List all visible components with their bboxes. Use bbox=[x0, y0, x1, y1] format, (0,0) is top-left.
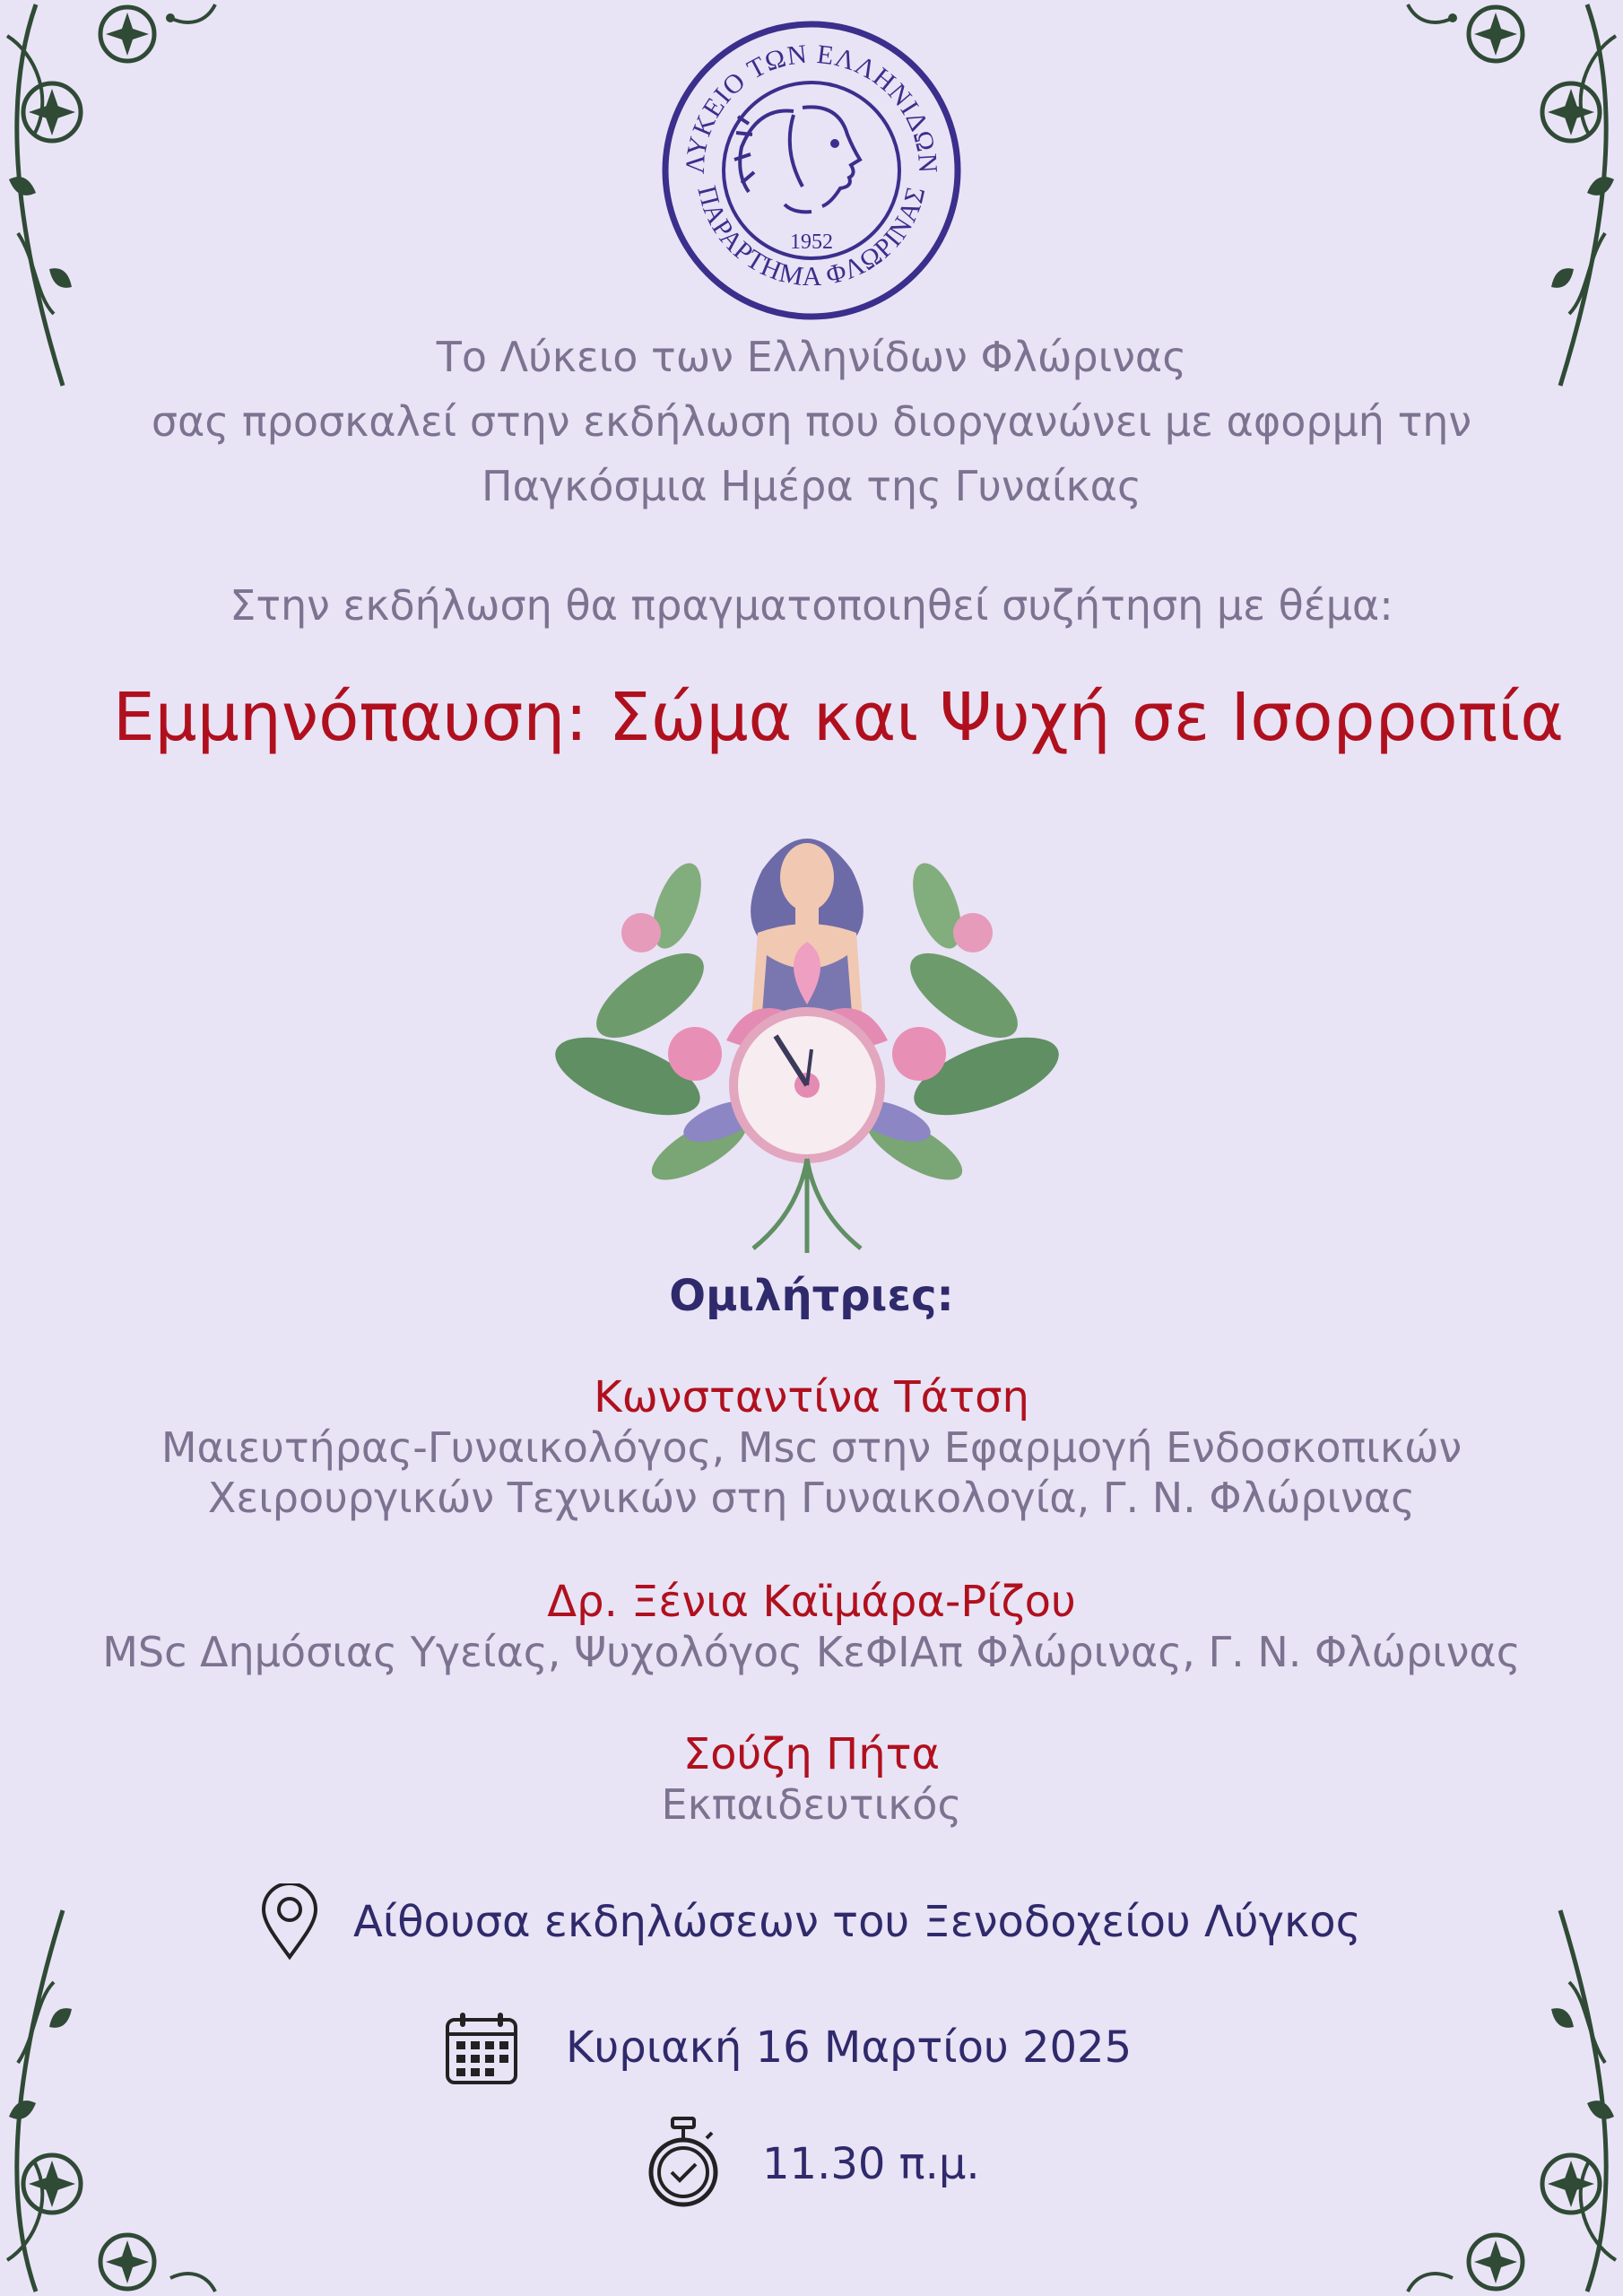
woman-clock-illustration bbox=[542, 789, 1072, 1256]
date-row bbox=[444, 2007, 1132, 2088]
calendar-icon bbox=[444, 2009, 519, 2086]
venue-row bbox=[258, 1882, 1361, 1962]
athena-profile-icon bbox=[734, 107, 860, 212]
corner-ornament-bottom-left bbox=[0, 1901, 296, 2296]
speaker-role-line-2: Χειρουργικών Τεχνικών στη Γυναικολογία, Γ. Ν. Φλώρινας bbox=[207, 1474, 1416, 1522]
intro-line-3: Παγκόσμια Ημέρα της Γυναίκας bbox=[482, 462, 1141, 510]
logo-ring-bottom-text: ΠΑΡΑΡΤΗΜΑ ΦΛΩΡΙΝΑΣ bbox=[691, 182, 932, 292]
speaker-2 bbox=[0, 1577, 1623, 1677]
time-row bbox=[647, 2115, 980, 2213]
speaker-name: Κωνσταντίνα Τάτση bbox=[594, 1372, 1029, 1422]
speaker-role-line-1: Μαιευτήρας-Γυναικολόγος, Msc στην Εφαρμογή Ενδοσκοπικών bbox=[161, 1423, 1462, 1472]
invitation-intro bbox=[0, 325, 1623, 518]
lyceum-logo bbox=[659, 18, 964, 323]
time-text: 11.30 π.μ. bbox=[762, 2139, 980, 2189]
event-title: Εμμηνόπαυση: Σώμα και Ψυχή σε Ισορροπία bbox=[112, 679, 1565, 756]
speaker-role-line-1: Εκπαιδευτικός bbox=[661, 1780, 962, 1829]
speaker-3 bbox=[0, 1729, 1623, 1830]
venue-text: Αίθουσα εκδηλώσεων του Ξενοδοχείου Λύγκος bbox=[353, 1897, 1361, 1947]
speakers-heading: Ομιλήτριες: bbox=[669, 1271, 954, 1321]
date-text: Κυριακή 16 Μαρτίου 2025 bbox=[566, 2022, 1133, 2073]
corner-ornament-bottom-right bbox=[1327, 1901, 1623, 2296]
logo-year: 1952 bbox=[790, 230, 833, 254]
speaker-name: Δρ. Ξένια Καϊμάρα-Ρίζου bbox=[547, 1577, 1076, 1627]
discussion-intro: Στην εκδήλωση θα πραγματοποιηθεί συζήτηση με θέμα: bbox=[230, 581, 1393, 630]
intro-line-1: Το Λύκειο των Ελληνίδων Φλώρινας bbox=[436, 333, 1187, 381]
speaker-name: Σούζη Πήτα bbox=[682, 1729, 941, 1779]
stopwatch-icon bbox=[647, 2115, 719, 2213]
speaker-1 bbox=[0, 1372, 1623, 1523]
intro-line-2: σας προσκαλεί στην εκδήλωση που διοργανώνει με αφορμή την bbox=[151, 397, 1472, 446]
location-pin-icon bbox=[258, 1883, 321, 1961]
speaker-role-line-1: MSc Δημόσιας Υγείας, Ψυχολόγος ΚεΦΙΑπ Φλώρινας, Γ. Ν. Φλώρινας bbox=[102, 1628, 1521, 1676]
logo-ring-top-text: ΛΥΚΕΙΟ ΤΩΝ ΕΛΛΗΝΙΔΩΝ bbox=[680, 39, 943, 175]
